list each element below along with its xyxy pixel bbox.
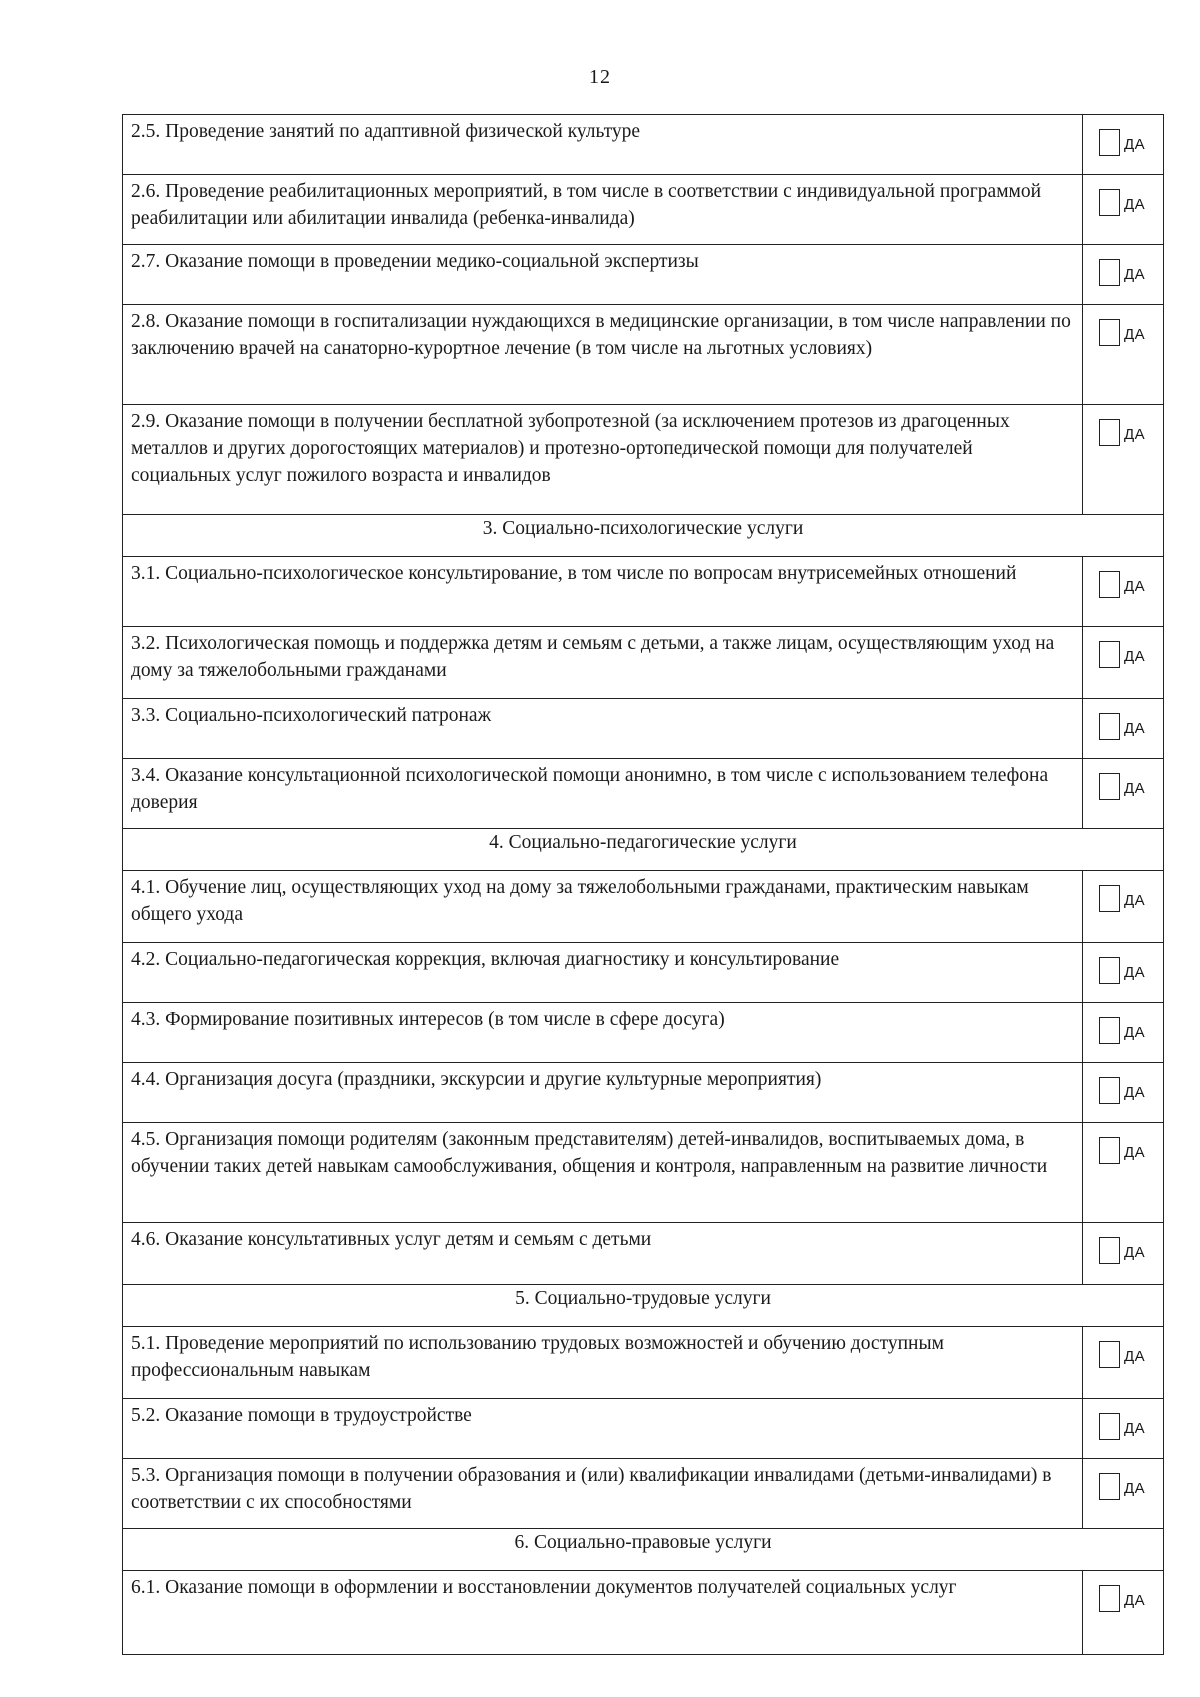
section-title: 4. Социально-педагогические услуги [123, 829, 1164, 871]
yes-checkbox[interactable] [1099, 773, 1120, 800]
service-row [123, 871, 1164, 943]
yes-checkbox-label: ДА [1124, 780, 1146, 797]
service-description: 5.2. Оказание помощи в трудоустройстве [123, 1399, 1083, 1459]
yes-checkbox-label: ДА [1124, 720, 1146, 737]
yes-checkbox[interactable] [1099, 1341, 1120, 1368]
yes-checkbox-cell [1083, 943, 1164, 1003]
service-row [123, 245, 1164, 305]
yes-checkbox-label: ДА [1124, 136, 1146, 153]
yes-checkbox-cell [1083, 759, 1164, 829]
yes-checkbox-label: ДА [1124, 1244, 1146, 1261]
yes-checkbox-label: ДА [1124, 1480, 1146, 1497]
yes-checkbox-label: ДА [1124, 266, 1146, 283]
yes-checkbox-label: ДА [1124, 1144, 1146, 1161]
yes-checkbox[interactable] [1099, 1413, 1120, 1440]
yes-checkbox[interactable] [1099, 129, 1120, 156]
yes-checkbox[interactable] [1099, 571, 1120, 598]
section-title: 5. Социально-трудовые услуги [123, 1285, 1164, 1327]
service-description: 3.1. Социально-психологическое консультирование, в том числе по вопросам внутрисемейных отношений [123, 557, 1083, 627]
yes-checkbox-cell [1083, 1459, 1164, 1529]
yes-checkbox-cell [1083, 627, 1164, 699]
service-description: 3.3. Социально-психологический патронаж [123, 699, 1083, 759]
section-title: 3. Социально-психологические услуги [123, 515, 1164, 557]
section-header-row [123, 1285, 1164, 1327]
yes-checkbox-label: ДА [1124, 892, 1146, 909]
yes-checkbox[interactable] [1099, 1077, 1120, 1104]
service-row [123, 1459, 1164, 1529]
yes-checkbox[interactable] [1099, 713, 1120, 740]
service-description: 2.5. Проведение занятий по адаптивной физической культуре [123, 115, 1083, 175]
service-description: 4.1. Обучение лиц, осуществляющих уход на дому за тяжелобольными гражданами, практическим навыкам общего ухода [123, 871, 1083, 943]
yes-checkbox[interactable] [1099, 189, 1120, 216]
yes-checkbox-label: ДА [1124, 1592, 1146, 1609]
yes-checkbox-cell [1083, 1399, 1164, 1459]
service-row [123, 699, 1164, 759]
service-row [123, 1063, 1164, 1123]
service-description: 2.6. Проведение реабилитационных мероприятий, в том числе в соответствии с индивидуальной программой реабилитации или абилитации инвалида (ребенка-инвалида) [123, 175, 1083, 245]
yes-checkbox-cell [1083, 699, 1164, 759]
yes-checkbox[interactable] [1099, 319, 1120, 346]
yes-checkbox[interactable] [1099, 957, 1120, 984]
yes-checkbox[interactable] [1099, 1017, 1120, 1044]
service-description: 3.2. Психологическая помощь и поддержка детям и семьям с детьми, а также лицам, осуществляющим уход на дому за тяжелобольными гражданами [123, 627, 1083, 699]
yes-checkbox[interactable] [1099, 641, 1120, 668]
yes-checkbox-label: ДА [1124, 648, 1146, 665]
yes-checkbox-cell [1083, 175, 1164, 245]
yes-checkbox-cell [1083, 1003, 1164, 1063]
yes-checkbox-cell [1083, 1123, 1164, 1223]
yes-checkbox-cell [1083, 557, 1164, 627]
yes-checkbox[interactable] [1099, 259, 1120, 286]
service-description: 6.1. Оказание помощи в оформлении и восстановлении документов получателей социальных услуг [123, 1571, 1083, 1655]
service-row [123, 1003, 1164, 1063]
yes-checkbox-cell [1083, 1571, 1164, 1655]
service-description: 4.2. Социально-педагогическая коррекция, включая диагностику и консультирование [123, 943, 1083, 1003]
yes-checkbox-label: ДА [1124, 1420, 1146, 1437]
service-description: 4.4. Организация досуга (праздники, экскурсии и другие культурные мероприятия) [123, 1063, 1083, 1123]
section-header-row [123, 515, 1164, 557]
yes-checkbox-cell [1083, 115, 1164, 175]
yes-checkbox[interactable] [1099, 1237, 1120, 1264]
yes-checkbox[interactable] [1099, 419, 1120, 446]
service-row [123, 405, 1164, 515]
service-row [123, 1399, 1164, 1459]
service-description: 5.1. Проведение мероприятий по использованию трудовых возможностей и обучению доступным профессиональным навыкам [123, 1327, 1083, 1399]
yes-checkbox-label: ДА [1124, 1084, 1146, 1101]
yes-checkbox-cell [1083, 871, 1164, 943]
yes-checkbox-label: ДА [1124, 1024, 1146, 1041]
section-title: 6. Социально-правовые услуги [123, 1529, 1164, 1571]
service-row [123, 557, 1164, 627]
section-header-row [123, 1529, 1164, 1571]
service-description: 3.4. Оказание консультационной психологической помощи анонимно, в том числе с использованием телефона доверия [123, 759, 1083, 829]
service-row [123, 115, 1164, 175]
yes-checkbox-label: ДА [1124, 426, 1146, 443]
service-row [123, 759, 1164, 829]
service-row [123, 627, 1164, 699]
service-description: 4.5. Организация помощи родителям (законным представителям) детей-инвалидов, воспитываемых дома, в обучении таких детей навыкам самообслуживания, общения и контроля, направленным на развитие личности [123, 1123, 1083, 1223]
yes-checkbox[interactable] [1099, 1585, 1120, 1612]
yes-checkbox-label: ДА [1124, 964, 1146, 981]
service-row [123, 1327, 1164, 1399]
page-number: 12 [589, 66, 611, 88]
yes-checkbox-label: ДА [1124, 1348, 1146, 1365]
service-description: 2.9. Оказание помощи в получении бесплатной зубопротезной (за исключением протезов из драгоценных металлов и других дорогостоящих материалов) и протезно-ортопедической помощи для получателей социальных услуг пожилого возраста и инвалидов [123, 405, 1083, 515]
service-row [123, 1223, 1164, 1285]
yes-checkbox-label: ДА [1124, 578, 1146, 595]
services-table [122, 114, 1164, 1655]
service-row [123, 305, 1164, 405]
service-description: 4.3. Формирование позитивных интересов (в том числе в сфере досуга) [123, 1003, 1083, 1063]
service-row [123, 1123, 1164, 1223]
service-row [123, 175, 1164, 245]
yes-checkbox-cell [1083, 405, 1164, 515]
service-description: 4.6. Оказание консультативных услуг детям и семьям с детьми [123, 1223, 1083, 1285]
service-description: 5.3. Организация помощи в получении образования и (или) квалификации инвалидами (детьми-инвалидами) в соответствии с их способностями [123, 1459, 1083, 1529]
yes-checkbox[interactable] [1099, 1137, 1120, 1164]
yes-checkbox-cell [1083, 1223, 1164, 1285]
yes-checkbox-label: ДА [1124, 326, 1146, 343]
service-row [123, 1571, 1164, 1655]
yes-checkbox-cell [1083, 245, 1164, 305]
service-description: 2.8. Оказание помощи в госпитализации нуждающихся в медицинские организации, в том числе направлении по заключению врачей на санаторно-курортное лечение (в том числе на льготных условиях) [123, 305, 1083, 405]
yes-checkbox-cell [1083, 1327, 1164, 1399]
service-description: 2.7. Оказание помощи в проведении медико-социальной экспертизы [123, 245, 1083, 305]
yes-checkbox-cell [1083, 1063, 1164, 1123]
section-header-row [123, 829, 1164, 871]
service-row [123, 943, 1164, 1003]
yes-checkbox[interactable] [1099, 1473, 1120, 1500]
yes-checkbox-label: ДА [1124, 196, 1146, 213]
yes-checkbox-cell [1083, 305, 1164, 405]
yes-checkbox[interactable] [1099, 885, 1120, 912]
